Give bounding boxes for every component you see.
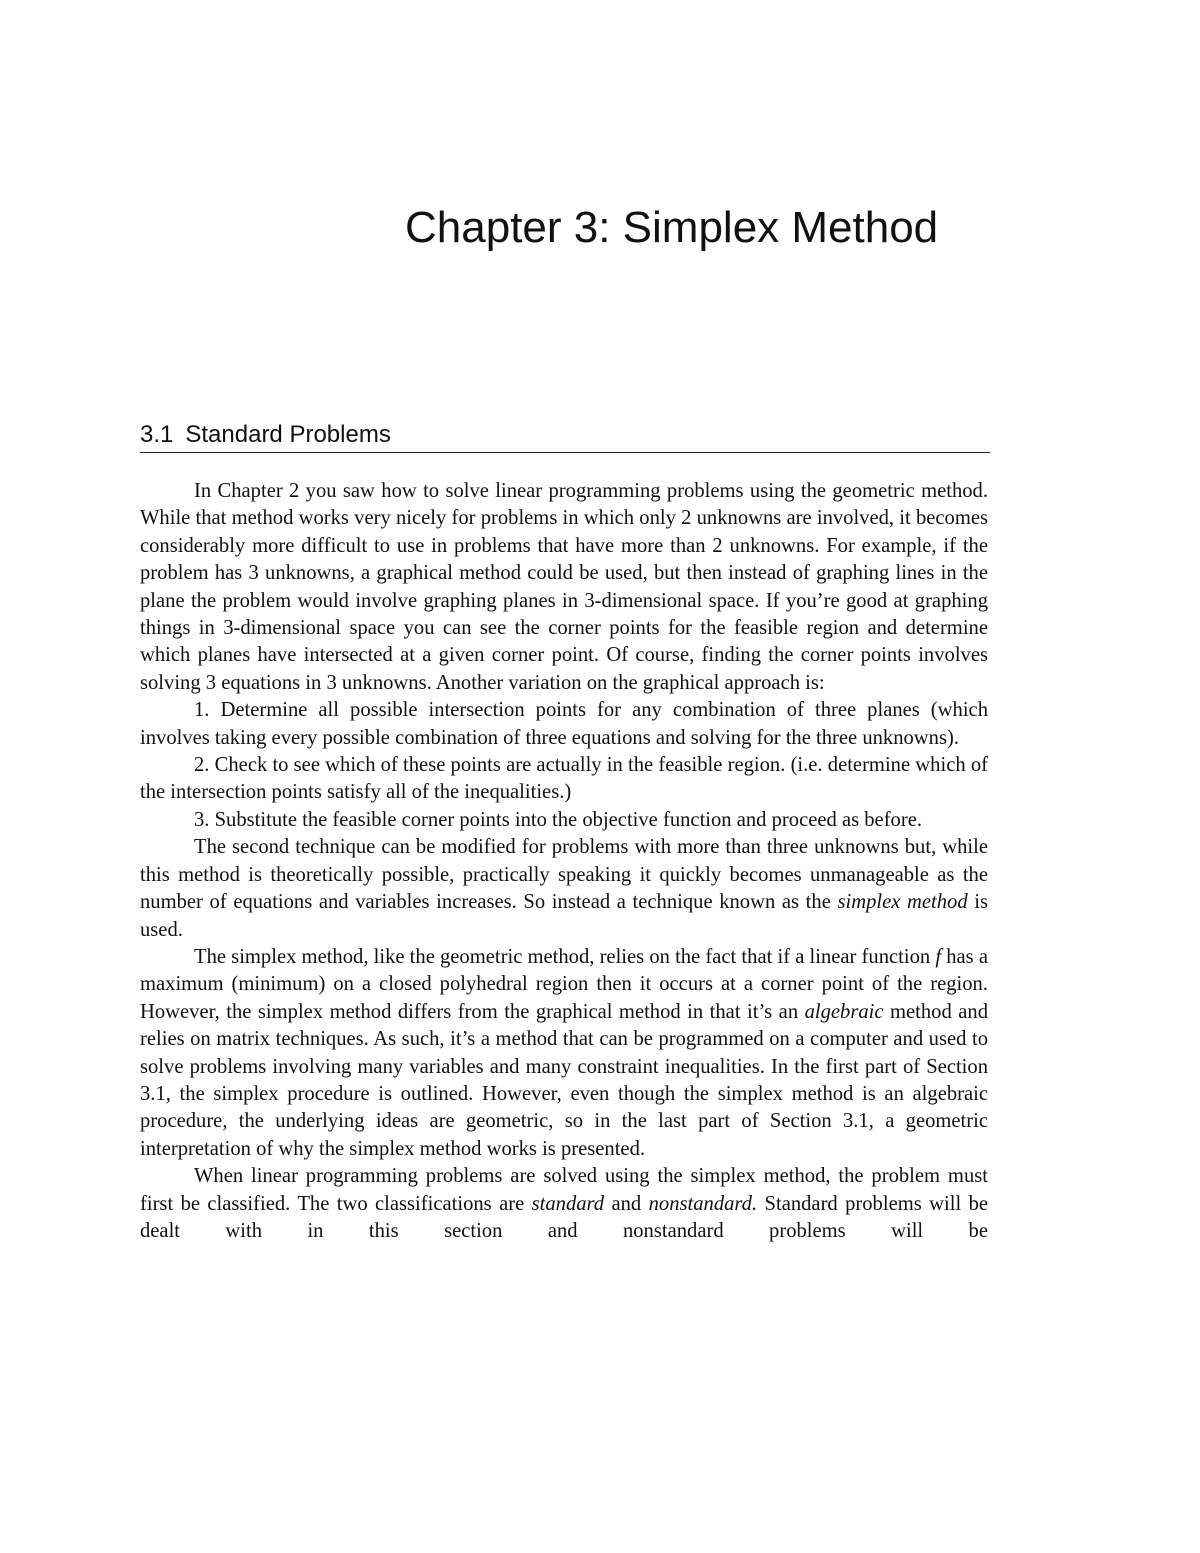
emphasis-function-f: f xyxy=(935,945,942,968)
list-item-1: 1. Determine all possible intersection points for any combination of three planes (which involves taking every possible combination of three equations and solving for the three unknowns). xyxy=(140,699,988,749)
section-number: 3.1 xyxy=(140,421,174,448)
paragraph-simplex-method xyxy=(140,944,988,1163)
emphasis-algebraic: algebraic xyxy=(804,1000,884,1023)
text-span: The simplex method, like the geometric method, relies on the fact that if a linear function xyxy=(194,945,936,968)
text-span: The second technique can be modified for problems with more than three unknowns but, while this method is theoretically possible, practically speaking it quickly becomes unmanageable as the number of equations and variables increases. So instead a technique known as the xyxy=(140,836,988,914)
emphasis-standard: standard xyxy=(531,1192,605,1215)
chapter-title: Chapter 3: Simplex Method xyxy=(405,203,939,252)
paragraph-intro: In Chapter 2 you saw how to solve linear programming problems using the geometric method. While that method works very nicely for problems in which only 2 unknowns are involved, it becomes considerably more difficult to use in problems that have more than 2 unknowns. For example, if the problem has 3 unknowns, a graphical method could be used, but then instead of graphing lines in the plane the problem would involve graphing planes in 3-dimensional space. If you’re good at graphing things in 3-dimensional space you can see the corner points for the feasible region and determine which planes have intersected at a given corner point. Of course, finding the corner points involves solving 3 equations in 3 unknowns. Another variation on the graphical approach is: xyxy=(140,480,988,694)
emphasis-simplex-method: simplex method xyxy=(837,891,968,914)
body-text xyxy=(140,478,988,1245)
text-span: and xyxy=(604,1192,649,1215)
text-span: method and relies on matrix techniques. As such, it’s a method that can be programmed on a computer and used to solve problems involving many variables and many constraint inequalities. In the first part of Section 3.1, the simplex procedure is outlined. However, even though the simplex method is an algebraic procedure, the underlying ideas are geometric, so in the last part of Section 3.1, a geometric interpretation of why the simplex method works is presented. xyxy=(140,1000,988,1160)
emphasis-nonstandard: nonstandard. xyxy=(648,1192,758,1215)
section-heading xyxy=(140,418,990,453)
text-span: Standard problems will be dealt with in this section and nonstandard problems will be xyxy=(140,1192,989,1242)
paragraph-classification xyxy=(140,1163,988,1245)
list-item-2: 2. Check to see which of these points are actually in the feasible region. (i.e. determine which of the intersection points satisfy all of the inequalities.) xyxy=(140,754,988,804)
list-item-3: 3. Substitute the feasible corner points into the objective function and proceed as before. xyxy=(194,808,922,831)
text-span: has a maximum (minimum) on a closed polyhedral region then it occurs at a corner point of the region. However, the simplex method differs from the graphical method in that it’s an xyxy=(140,945,988,1023)
text-span: is used. xyxy=(140,891,989,941)
section-title: Standard Problems xyxy=(185,421,391,448)
text-span: When linear programming problems are solved using the simplex method, the problem must first be classified. The two classifications are xyxy=(140,1165,988,1215)
paragraph-second-technique xyxy=(140,834,988,944)
